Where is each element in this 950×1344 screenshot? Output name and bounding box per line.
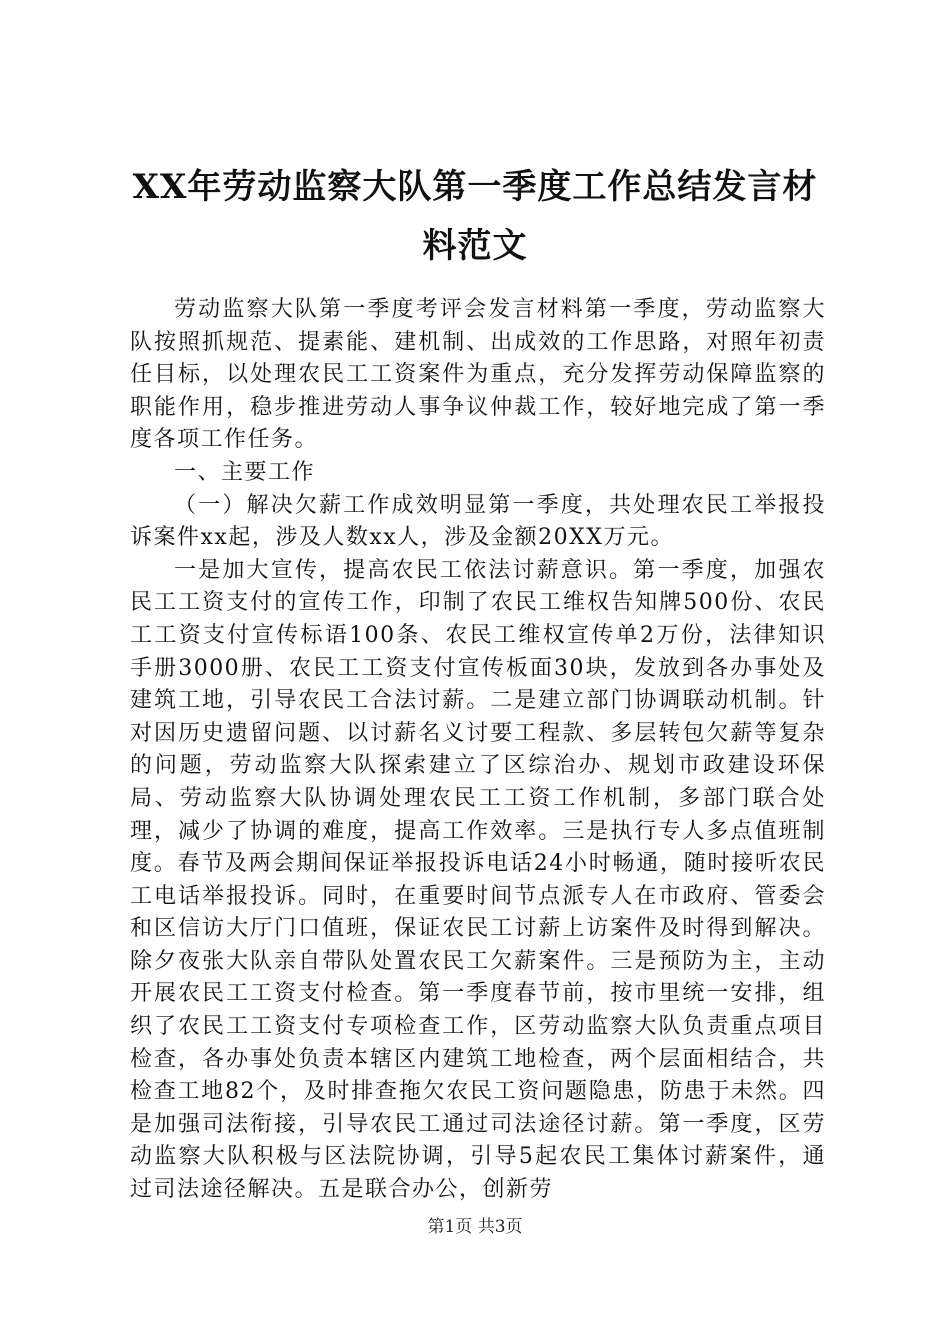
- document-title: XX年劳动监察大队第一季度工作总结发言材料范文: [132, 167, 818, 266]
- paragraph-measures: 一是加大宣传，提高农民工依法讨薪意识。第一季度，加强农民工工资支付的宣传工作，印制了农民工维权告知牌500份、农民工工资支付宣传标语100条、农民工维权宣传单2万份，法律知识手册3000册、农民工工资支付宣传板面30块，发放到各办事处及建筑工地，引导农民工合法讨薪。二是建立部门协调联动机制。针对因历史遗留问题、以讨薪名义讨要工程款、多层转包欠薪等复杂的问题，劳动监察大队探索建立了区综治办、规划市政建设环保局、劳动监察大队协调处理农民工工资工作机制，多部门联合处理，减少了协调的难度，提高工作效率。三是执行专人多点值班制度。春节及两会期间保证举报投诉电话24小时畅通，随时接听农民工电话举报投诉。同时，在重要时间节点派专人在市政府、管委会和区信访大厅门口值班，保证农民工讨薪上访案件及时得到解决。除夕夜张大队亲自带队处置农民工欠薪案件。三是预防为主，主动开展农民工工资支付检查。第一季度春节前，按市里统一安排，组织了农民工工资支付专项检查工作，区劳动监察大队负责重点项目检查，各办事处负责本辖区内建筑工地检查，两个层面相结合，共检查工地82个，及时排查拖欠农民工资问题隐患，防患于未然。四是加强司法衔接，引导农民工通过司法途径讨薪。第一季度，区劳动监察大队积极与区法院协调，引导5起农民工集体讨薪案件，通过司法途径解决。五是联合办公，创新劳: [130, 557, 826, 1203]
- page-number-footer: 第1页 共3页: [427, 1217, 523, 1237]
- subsection-wage-arrears: （一）解决欠薪工作成效明显第一季度，共处理农民工举报投诉案件xx起，涉及人数xx人，涉及金额20XX万元。: [130, 492, 826, 551]
- section-heading-main-work: 一、主要工作: [174, 459, 316, 485]
- document-body: [130, 294, 826, 1207]
- paragraph-intro: 劳动监察大队第一季度考评会发言材料第一季度，劳动监察大队按照抓规范、提素能、建机制、出成效的工作思路，对照年初责任目标，以处理农民工工资案件为重点，充分发挥劳动保障监察的职能作用，稳步推进劳动人事争议仲裁工作，较好地完成了第一季度各项工作任务。: [130, 297, 826, 453]
